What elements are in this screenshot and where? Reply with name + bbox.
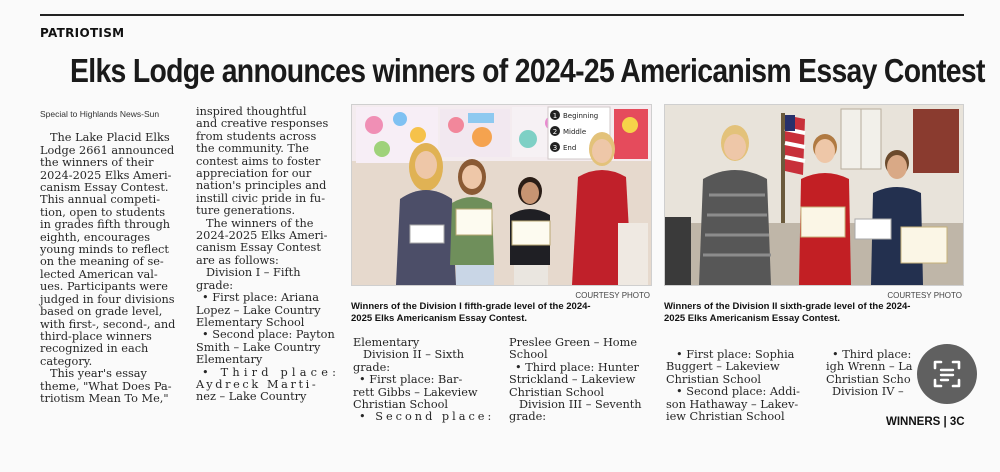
text-line: iew Christian School xyxy=(666,410,785,424)
text-line: Lopez – Lake Country xyxy=(196,303,321,317)
badge-number: 1 xyxy=(552,112,558,120)
text-line: the winners of their xyxy=(40,156,154,170)
text-line: The Lake Placid Elks xyxy=(50,131,170,145)
text-line: Smith – Lake Country xyxy=(196,340,321,354)
text-line: third-place winners xyxy=(40,329,152,343)
photo-credit: COURTESY PHOTO xyxy=(575,291,650,300)
lodge-photo xyxy=(665,105,963,285)
caption-line: Winners of the Division II sixth-grade level of the 2024- xyxy=(664,301,911,312)
article-column-5 xyxy=(666,349,816,423)
text-line: School xyxy=(509,348,548,362)
text-line: with first-, second-, and xyxy=(40,317,176,331)
caption-line: 2025 Elks Americanism Essay Contest. xyxy=(351,312,528,324)
text-line: • First place: Ariana xyxy=(202,291,319,305)
text-line: Preslee Green – Home xyxy=(509,336,638,349)
text-line: Christian School xyxy=(509,385,605,399)
text-line: Strickland – Lakeview xyxy=(509,373,636,387)
text-line: recognized in each xyxy=(40,342,149,356)
text-line: Aydreck Marti- xyxy=(196,377,319,391)
article-column-1 xyxy=(40,108,190,405)
caption-line: Winners of the Division I fifth-grade level of the 2024- xyxy=(351,301,591,312)
text-line: 2024-2025 Elks Ameri- xyxy=(40,168,172,182)
text-line: • First place: Sophia xyxy=(676,348,795,361)
text-line: canism Essay Contest xyxy=(196,241,321,255)
text-line: igh Wrenn – La xyxy=(826,360,913,374)
text-line: the community. The xyxy=(196,142,309,156)
text-line: The winners of the xyxy=(206,216,314,230)
text-line: • Third place: xyxy=(202,365,341,379)
article-column-4 xyxy=(509,337,655,424)
text-line: This year's essay xyxy=(50,367,147,381)
text-line: • Second place: xyxy=(359,410,495,424)
text-line: inspired thoughtful xyxy=(196,105,307,118)
badge-number: 2 xyxy=(552,128,558,136)
text-line: • Third place: Hunter xyxy=(515,360,639,374)
text-line: grade: xyxy=(509,410,547,424)
photo-caption xyxy=(664,301,964,324)
text-line: nez – Lake Country xyxy=(196,390,307,404)
chart-label: Beginning xyxy=(563,112,599,120)
photo-caption xyxy=(351,301,651,324)
text-line: 2024-2025 Elks Ameri- xyxy=(196,229,328,243)
text-line: Division I – Fifth xyxy=(206,266,301,280)
text-line: lected American val- xyxy=(40,267,158,281)
byline: Special to Highlands News-Sun xyxy=(40,109,160,119)
photo-division-ii-winners xyxy=(664,104,964,286)
text-line: appreciation for our xyxy=(196,167,312,181)
text-line: judged in four divisions xyxy=(40,292,175,306)
classroom-photo xyxy=(352,105,651,285)
text-line: eighth, encourages xyxy=(40,230,151,244)
text-line: from students across xyxy=(196,129,317,143)
text-line: and creative responses xyxy=(196,117,329,131)
text-line: Division IV – xyxy=(832,385,904,399)
article-column-3 xyxy=(353,337,499,424)
text-line: son Hathaway – Lakev- xyxy=(666,397,799,411)
text-line: • Second place: Addi- xyxy=(676,385,800,399)
text-line: Elementary xyxy=(196,353,263,367)
text-line: This annual competi- xyxy=(40,193,161,207)
text-line: Christian School xyxy=(666,372,762,386)
text-line: Lodge 2661 announced xyxy=(40,143,175,157)
text-line: based on grade level, xyxy=(40,305,163,319)
text-line: • First place: Bar- xyxy=(359,373,463,387)
top-rule xyxy=(40,14,964,16)
scan-text-button[interactable] xyxy=(917,344,977,404)
text-line: Division II – Sixth xyxy=(363,348,465,362)
text-line: triotism Mean To Me," xyxy=(40,391,169,405)
photo-credit: COURTESY PHOTO xyxy=(887,291,962,300)
text-line: are as follows: xyxy=(196,253,279,267)
caption-line: 2025 Elks Americanism Essay Contest. xyxy=(664,312,841,324)
text-line: tion, open to students xyxy=(40,205,166,219)
text-line: Christian Scho xyxy=(826,372,911,386)
text-line: rett Gibbs – Lakeview xyxy=(353,385,478,399)
text-line: grade: xyxy=(353,360,391,374)
text-line: Christian School xyxy=(353,398,449,412)
text-line: Elementary School xyxy=(196,315,305,329)
text-line: theme, "What Does Pa- xyxy=(40,379,172,393)
badge-number: 3 xyxy=(552,144,558,152)
text-line: canism Essay Contest. xyxy=(40,181,169,195)
photo-division-i-winners xyxy=(351,104,652,286)
text-line: contest aims to foster xyxy=(196,154,321,168)
text-line: Buggert – Lakeview xyxy=(666,360,780,374)
scan-text-icon xyxy=(917,344,977,404)
text-line: instill civic pride in fu- xyxy=(196,191,326,205)
text-line: grade: xyxy=(196,278,234,292)
text-line: • Third place: xyxy=(832,348,912,361)
text-line: on the meaning of se- xyxy=(40,255,164,269)
headline: Elks Lodge announces winners of 2024-25 Americanism Essay Contest xyxy=(70,52,985,89)
text-line: Elementary xyxy=(353,336,420,349)
section-label: PATRIOTISM xyxy=(40,26,125,40)
chart-label: Middle xyxy=(563,128,587,136)
text-line: ture generations. xyxy=(196,204,296,218)
text-line: category. xyxy=(40,354,93,368)
jump-line: WINNERS | 3C xyxy=(886,416,965,428)
chart-label: End xyxy=(563,144,577,152)
article-column-2 xyxy=(196,106,346,404)
text-line: nation's principles and xyxy=(196,179,327,193)
text-line: • Second place: Payton xyxy=(202,328,335,342)
text-line: Division III – Seventh xyxy=(519,398,642,412)
text-line: ues. Participants were xyxy=(40,280,168,294)
text-line: in grades fifth through xyxy=(40,218,171,232)
text-line: young minds to reflect xyxy=(40,243,169,257)
